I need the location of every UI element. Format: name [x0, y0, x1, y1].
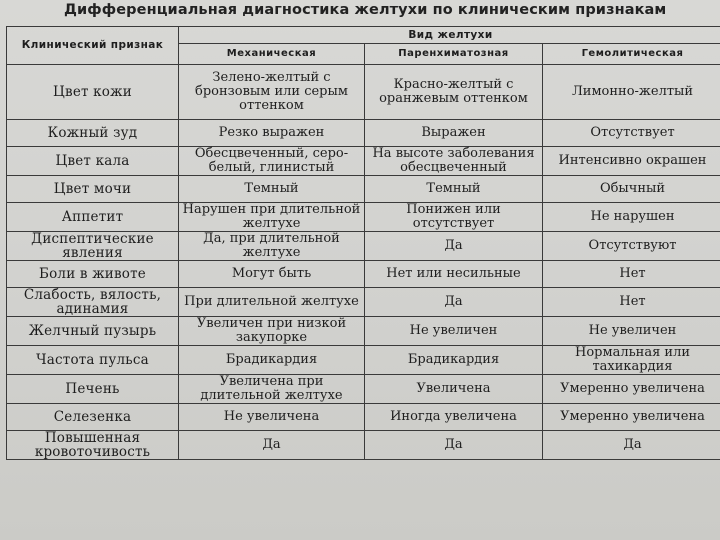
header-type-parenchymal: Паренхиматозная — [365, 44, 543, 65]
row-feature: Частота пульса — [7, 346, 179, 375]
row-feature: Слабость, вялость, адинамия — [7, 288, 179, 317]
cell-hemolytic: Умеренно увеличена — [543, 404, 720, 431]
table-row — [7, 375, 720, 404]
row-feature: Повышенная кровоточивость — [7, 431, 179, 460]
cell-mechanical: При длительной желтухе — [179, 288, 365, 317]
cell-hemolytic: Да — [543, 431, 720, 460]
table-row — [7, 232, 720, 261]
page-title: Дифференциальная диагностика желтухи по клиническим признакам — [64, 2, 667, 18]
cell-hemolytic: Нет — [543, 261, 720, 288]
cell-hemolytic: Нет — [543, 288, 720, 317]
cell-parenchymal: Темный — [365, 176, 543, 203]
header-group: Вид желтухи — [179, 27, 720, 44]
table-row — [7, 317, 720, 346]
row-feature: Желчный пузырь — [7, 317, 179, 346]
cell-hemolytic: Отсутствуют — [543, 232, 720, 261]
diagnosis-table — [6, 26, 720, 460]
row-feature: Боли в животе — [7, 261, 179, 288]
table-row — [7, 147, 720, 176]
cell-mechanical: Увеличена при длительной желтухе — [179, 375, 365, 404]
cell-mechanical: Да — [179, 431, 365, 460]
cell-mechanical: Нарушен при длительной желтухе — [179, 203, 365, 232]
cell-parenchymal: Да — [365, 232, 543, 261]
cell-parenchymal: Иногда увеличена — [365, 404, 543, 431]
cell-mechanical: Обесцвеченный, серо-белый, глинистый — [179, 147, 365, 176]
cell-mechanical: Темный — [179, 176, 365, 203]
row-feature: Кожный зуд — [7, 120, 179, 147]
row-feature: Цвет мочи — [7, 176, 179, 203]
row-feature: Диспептические явления — [7, 232, 179, 261]
row-feature: Аппетит — [7, 203, 179, 232]
row-feature: Цвет кала — [7, 147, 179, 176]
cell-parenchymal: Не увеличен — [365, 317, 543, 346]
cell-mechanical: Не увеличена — [179, 404, 365, 431]
table-row — [7, 431, 720, 460]
cell-mechanical: Резко выражен — [179, 120, 365, 147]
table-row — [7, 346, 720, 375]
table-row — [7, 176, 720, 203]
cell-parenchymal: Нет или несильные — [365, 261, 543, 288]
cell-mechanical: Зелено-желтый с бронзовым или серым оттенком — [179, 65, 365, 120]
cell-mechanical: Да, при длительной желтухе — [179, 232, 365, 261]
header-type-hemolytic: Гемолитическая — [543, 44, 720, 65]
cell-parenchymal: Выражен — [365, 120, 543, 147]
table-row — [7, 404, 720, 431]
header-type-mechanical: Механическая — [179, 44, 365, 65]
table-row — [7, 120, 720, 147]
table-row — [7, 261, 720, 288]
cell-parenchymal: Брадикардия — [365, 346, 543, 375]
table-row — [7, 288, 720, 317]
cell-hemolytic: Обычный — [543, 176, 720, 203]
cell-parenchymal: Понижен или отсутствует — [365, 203, 543, 232]
table-row — [7, 65, 720, 120]
cell-hemolytic: Не увеличен — [543, 317, 720, 346]
row-feature: Селезенка — [7, 404, 179, 431]
cell-hemolytic: Умеренно увеличена — [543, 375, 720, 404]
cell-mechanical: Могут быть — [179, 261, 365, 288]
cell-parenchymal: На высоте заболевания обесцвеченный — [365, 147, 543, 176]
row-feature: Цвет кожи — [7, 65, 179, 120]
cell-mechanical: Увеличен при низкой закупорке — [179, 317, 365, 346]
cell-parenchymal: Красно-желтый с оранжевым оттенком — [365, 65, 543, 120]
cell-hemolytic: Не нарушен — [543, 203, 720, 232]
table-row — [7, 203, 720, 232]
cell-parenchymal: Да — [365, 288, 543, 317]
cell-hemolytic: Лимонно-желтый — [543, 65, 720, 120]
cell-hemolytic: Отсутствует — [543, 120, 720, 147]
cell-parenchymal: Увеличена — [365, 375, 543, 404]
header-feature: Клинический признак — [7, 27, 179, 65]
row-feature: Печень — [7, 375, 179, 404]
cell-hemolytic: Интенсивно окрашен — [543, 147, 720, 176]
cell-hemolytic: Нормальная или тахикардия — [543, 346, 720, 375]
cell-parenchymal: Да — [365, 431, 543, 460]
cell-mechanical: Брадикардия — [179, 346, 365, 375]
